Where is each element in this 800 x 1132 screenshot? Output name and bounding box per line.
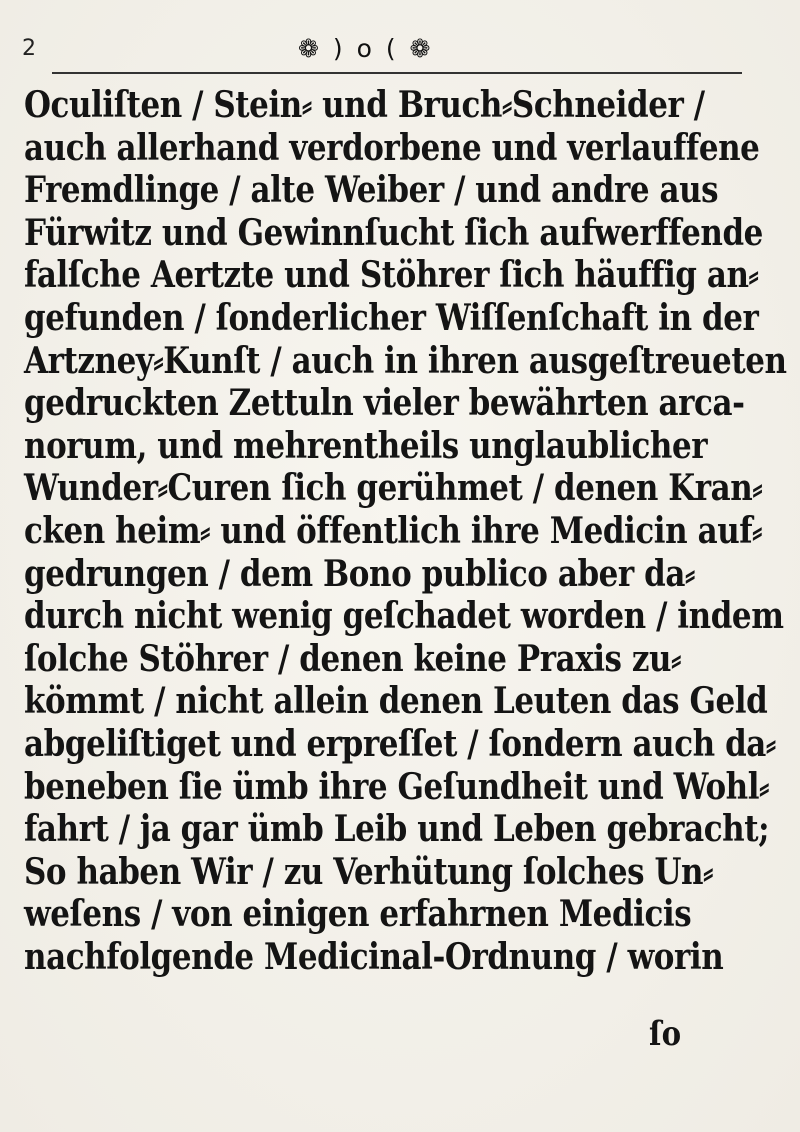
text-line: falſche Aertzte und Stöhrer ſich häuffig an⸗ [24, 254, 759, 297]
text-line: Wunder⸗Curen ſich gerühmet / denen Kran⸗ [24, 467, 763, 510]
text-line: abgeliſtiget und erpreſſet / ſondern auch da⸗ [24, 722, 776, 765]
text-line: Oculiſten / Stein⸗ und Bruch⸗Schneider / [24, 84, 705, 126]
text-line: gefunden / ſonderlicher Wiſſenſchaft in der [24, 296, 759, 339]
text-line: auch allerhand verdorbene und verlauffene [24, 126, 760, 169]
text-line: Fürwitz und Gewinnſucht ſich aufwerffende [24, 211, 763, 254]
catchword: ſo [649, 1014, 682, 1054]
body-text [24, 84, 787, 978]
text-line: gedrungen / dem Bono publico aber da⸗ [24, 552, 695, 595]
header-ornament: ❁ ) o ( ❁ [298, 34, 434, 63]
text-line: fahrt / ja gar ümb Leib und Leben gebracht; [24, 808, 770, 851]
text-line: kömmt / nicht allein denen Leuten das Geld [24, 680, 768, 723]
text-line: durch nicht wenig geſchadet worden / indem [24, 595, 784, 638]
header-rule [52, 72, 742, 74]
text-line: So haben Wir / zu Verhütung ſolches Un⸗ [24, 850, 714, 893]
text-line: cken heim⸗ und öffentlich ihre Medicin auf⸗ [24, 509, 763, 552]
text-line: ſolche Stöhrer / denen keine Praxis zu⸗ [24, 637, 682, 680]
page-header [22, 34, 732, 74]
text-line: norum, und mehrentheils unglaublicher [24, 424, 708, 467]
page-number: 2 [22, 36, 36, 61]
text-line: gedruckten Zettuln vieler bewährten arca- [24, 382, 745, 425]
text-line: weſens / von einigen erfahrnen Medicis [24, 893, 692, 936]
text-line: Fremdlinge / alte Weiber / und andre aus [24, 169, 719, 212]
text-line: beneben ſie ümb ihre Geſundheit und Wohl⸗ [24, 765, 769, 808]
text-line: Artzney⸗Kunſt / auch in ihren ausgeſtreueten [24, 339, 787, 382]
text-line: nachfolgende Medicinal-Ordnung / worin [24, 935, 724, 978]
